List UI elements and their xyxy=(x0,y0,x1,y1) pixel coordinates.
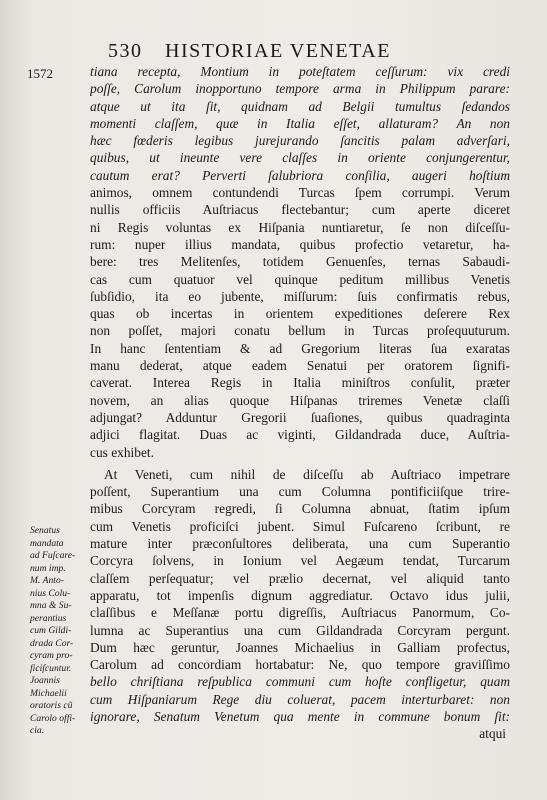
text-line: cum Venetis proficiſci jubent. Simul Fuſcareno ſcribunt, re xyxy=(90,518,510,534)
sidenote-line: oratoris cũ xyxy=(30,700,73,711)
text-line: ſubſidio, ita eo jubente, miſſurum: ſuis confirmatis rebus, xyxy=(90,288,510,304)
paragraph-1 xyxy=(90,63,510,461)
text-line: manu dederat, atque eadem Senatui per oratorem ſignifi- xyxy=(90,358,510,374)
catchword: atqui xyxy=(479,726,506,742)
sidenote-line: nius Colu- xyxy=(30,587,71,599)
text-line: bello chriſtiana reſpublica communi cum hoſte confligetur, quam xyxy=(90,674,510,690)
sidenote-line: Joannis xyxy=(30,675,60,686)
text-line: claſſem perſequatur; vel prælio decernat, vel aliquid tanto xyxy=(90,570,510,586)
text-line: mibus Corcyram regredi, ſi Columna abnuat, ſtatim ipſum xyxy=(90,501,510,517)
text-line: ignorare, Senatum Venetum qua mente in commune bonum ſit: xyxy=(90,708,510,724)
text-line: quibus, ut ineunte vere claſſes in oriente conjungerentur, xyxy=(90,150,510,166)
sidenote-line: cum Gildi- xyxy=(30,625,72,636)
sidenote-line: cia. xyxy=(30,725,45,736)
text-line: non poſſet, majori conatu bellum in Turcas proſequuturum. xyxy=(90,323,510,339)
sidenote-line: mna & Su- xyxy=(30,600,72,611)
paragraph-2 xyxy=(90,466,510,725)
text-line: cus exhibet. xyxy=(90,444,154,460)
text-line: tiana recepta, Montium in poteſtatem ceſſurum: vix credi xyxy=(90,64,510,79)
marginal-note xyxy=(30,525,88,738)
sidenote-line: ficiſcuntur. xyxy=(30,662,72,674)
text-line: ni Regis voluntas ex Hiſpania nuntiaretur, ſe non diſceſſu- xyxy=(90,219,510,235)
sidenote-line: Senatus xyxy=(30,525,60,536)
sidenote-line: cyram pro- xyxy=(30,650,73,661)
sidenote-line: mandata xyxy=(30,537,64,549)
text-line: cautum erat? Perverti ſalubriora conſilia, augeri hoſtium xyxy=(90,167,510,183)
text-line: cum Hiſpaniarum Rege diu coluerat, pacem interturbaret: non xyxy=(90,691,510,707)
sidenote-line: drada Cor- xyxy=(30,637,74,649)
text-line: quas ob incertas in orientem expeditiones deſerere Rex xyxy=(90,306,510,322)
sidenote-line: ad Fuſcare- xyxy=(30,550,76,561)
text-line: novem, an alias quoque Hiſpanas triremes Venetæ claſſi xyxy=(90,392,510,408)
margin-year: 1572 xyxy=(27,66,53,81)
page-number: 530 xyxy=(108,40,143,62)
text-line: Carolum ad concordiam hortabatur: Ne, quo tempore graviſſimo xyxy=(90,657,510,673)
text-line: animos, omnem contundendi Turcas ſpem corrumpi. Verum xyxy=(90,185,510,201)
text-line: atque ut ita ſit, quidnam ad Belgii tumultus ſedandos xyxy=(90,98,510,114)
text-line: rum: nuper illius mandata, quibus profectio vetaretur, ha- xyxy=(90,236,510,252)
text-line: hæc fœderis legibus jurejurando ſancitis palam adverſari, xyxy=(90,133,510,149)
text-line: apparatu, tot impenſis dignum aggrediatur. Octavo idus julii, xyxy=(90,587,510,603)
running-title: HISTORIAE VENETAE xyxy=(165,40,391,62)
text-line: cas cum quatuor vel quinque peditum millibus Venetis xyxy=(90,271,510,287)
text-line: poſſe, Carolum inopportuno tempore arma in Philippum parare: xyxy=(90,81,510,97)
sidenote-line: M. Anto- xyxy=(30,575,64,586)
text-line: poſſent, Superantium una cum Columna pontificiiſque trire- xyxy=(90,484,510,500)
text-line: Dum hæc geruntur, Joannes Michaelius in Galliam profectus, xyxy=(90,639,510,655)
body-text xyxy=(90,63,510,743)
text-line: bere: tres Melitenſes, totidem Genuenſes, ternas Sabaudi- xyxy=(90,254,510,270)
text-line: In hanc ſententiam & ad Gregorium literas ſua exaratas xyxy=(90,340,510,356)
text-line: nullis officiis Auſtriacus flectebantur; cum aperte diceret xyxy=(90,202,510,218)
text-line: lumna ac Superantius una cum Gildandrada Corcyram pergunt. xyxy=(90,622,510,638)
text-line: claſſibus e Meſſanæ portu digreſſis, Auſtriacus Panormum, Co- xyxy=(90,605,510,621)
text-line: At Veneti, cum nihil de diſceſſu ab Auſtriaco impetrare xyxy=(104,466,510,482)
text-line: caverat. Interea Regis in Italia miniſtros conſulit, præter xyxy=(90,375,510,391)
text-line: adjungat? Adduntur Gregorii ſuaſiones, quibus quadraginta xyxy=(90,409,510,425)
sidenote-line: Michaelii xyxy=(30,687,67,699)
sidenote-line: perantius xyxy=(30,612,67,624)
running-header xyxy=(108,40,508,63)
text-line: mature inter præconſultores deliberata, una cum Superantio xyxy=(90,536,510,552)
sidenote-line: Carolo offi- xyxy=(30,712,76,724)
text-line: momenti claſſem, quæ in Italia eſſet, allaturam? An non xyxy=(90,115,510,131)
text-line: Corcyra ſolvens, in Ionium vel Aegæum tendat, Turcarum xyxy=(90,553,510,569)
sidenote-line: num imp. xyxy=(30,562,66,574)
text-line: adjici flagitat. Duas ac viginti, Gildandrada duce, Auſtria- xyxy=(90,427,510,443)
